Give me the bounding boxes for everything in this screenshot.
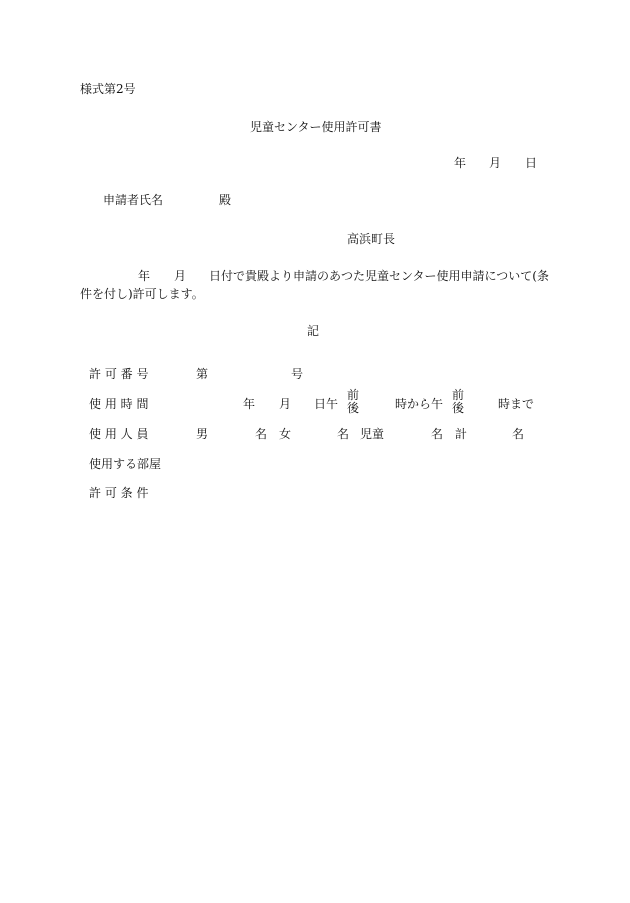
- permit-number-prefix: 第: [196, 367, 209, 381]
- body-month: 月: [174, 269, 187, 283]
- total-count-unit: 名: [512, 427, 525, 441]
- usage-year: 年: [243, 397, 256, 411]
- date-year: 年: [454, 156, 467, 170]
- body-line-1: 日付で貴殿より申請のあつた児童センター使用申請について(条: [209, 269, 549, 283]
- female-count-unit: 名: [337, 427, 350, 441]
- usage-time-label: 使 用 時 間: [89, 397, 149, 411]
- male-label: 男: [196, 427, 209, 441]
- am-pm-selector-start: [347, 389, 359, 415]
- male-count-unit: 名: [255, 427, 268, 441]
- go-option-end: 後: [452, 401, 465, 415]
- issuer: 高浜町長: [347, 232, 396, 246]
- document-title: 児童センター使用許可書: [250, 120, 382, 134]
- ki-marker: 記: [307, 324, 320, 338]
- attendees-label: 使 用 人 員: [89, 427, 149, 441]
- permit-number-suffix: 号: [291, 367, 304, 381]
- applicant-name-label: 申請者氏名: [103, 193, 164, 207]
- date-month: 月: [489, 156, 502, 170]
- usage-month: 月: [279, 397, 292, 411]
- body-year: 年: [138, 269, 151, 283]
- go-option: 後: [347, 401, 360, 415]
- body-line-2: 件を付し)許可します。: [80, 287, 204, 301]
- usage-from: 時から午: [395, 397, 444, 411]
- form-number: 様式第2号: [80, 82, 136, 96]
- female-label: 女: [279, 427, 292, 441]
- usage-day-am: 日午: [314, 397, 339, 411]
- children-count-unit: 名: [431, 427, 444, 441]
- conditions-label: 許 可 条 件: [89, 486, 149, 500]
- usage-until: 時まで: [498, 397, 535, 411]
- zen-option-end: 前: [452, 388, 465, 402]
- honorific: 殿: [219, 193, 232, 207]
- room-label: 使用する部屋: [89, 457, 162, 471]
- am-pm-selector-end: [452, 389, 464, 415]
- zen-option: 前: [347, 388, 360, 402]
- permit-number-label: 許 可 番 号: [89, 367, 149, 381]
- total-label: 計: [455, 427, 468, 441]
- children-label: 児童: [360, 427, 385, 441]
- date-day: 日: [525, 156, 538, 170]
